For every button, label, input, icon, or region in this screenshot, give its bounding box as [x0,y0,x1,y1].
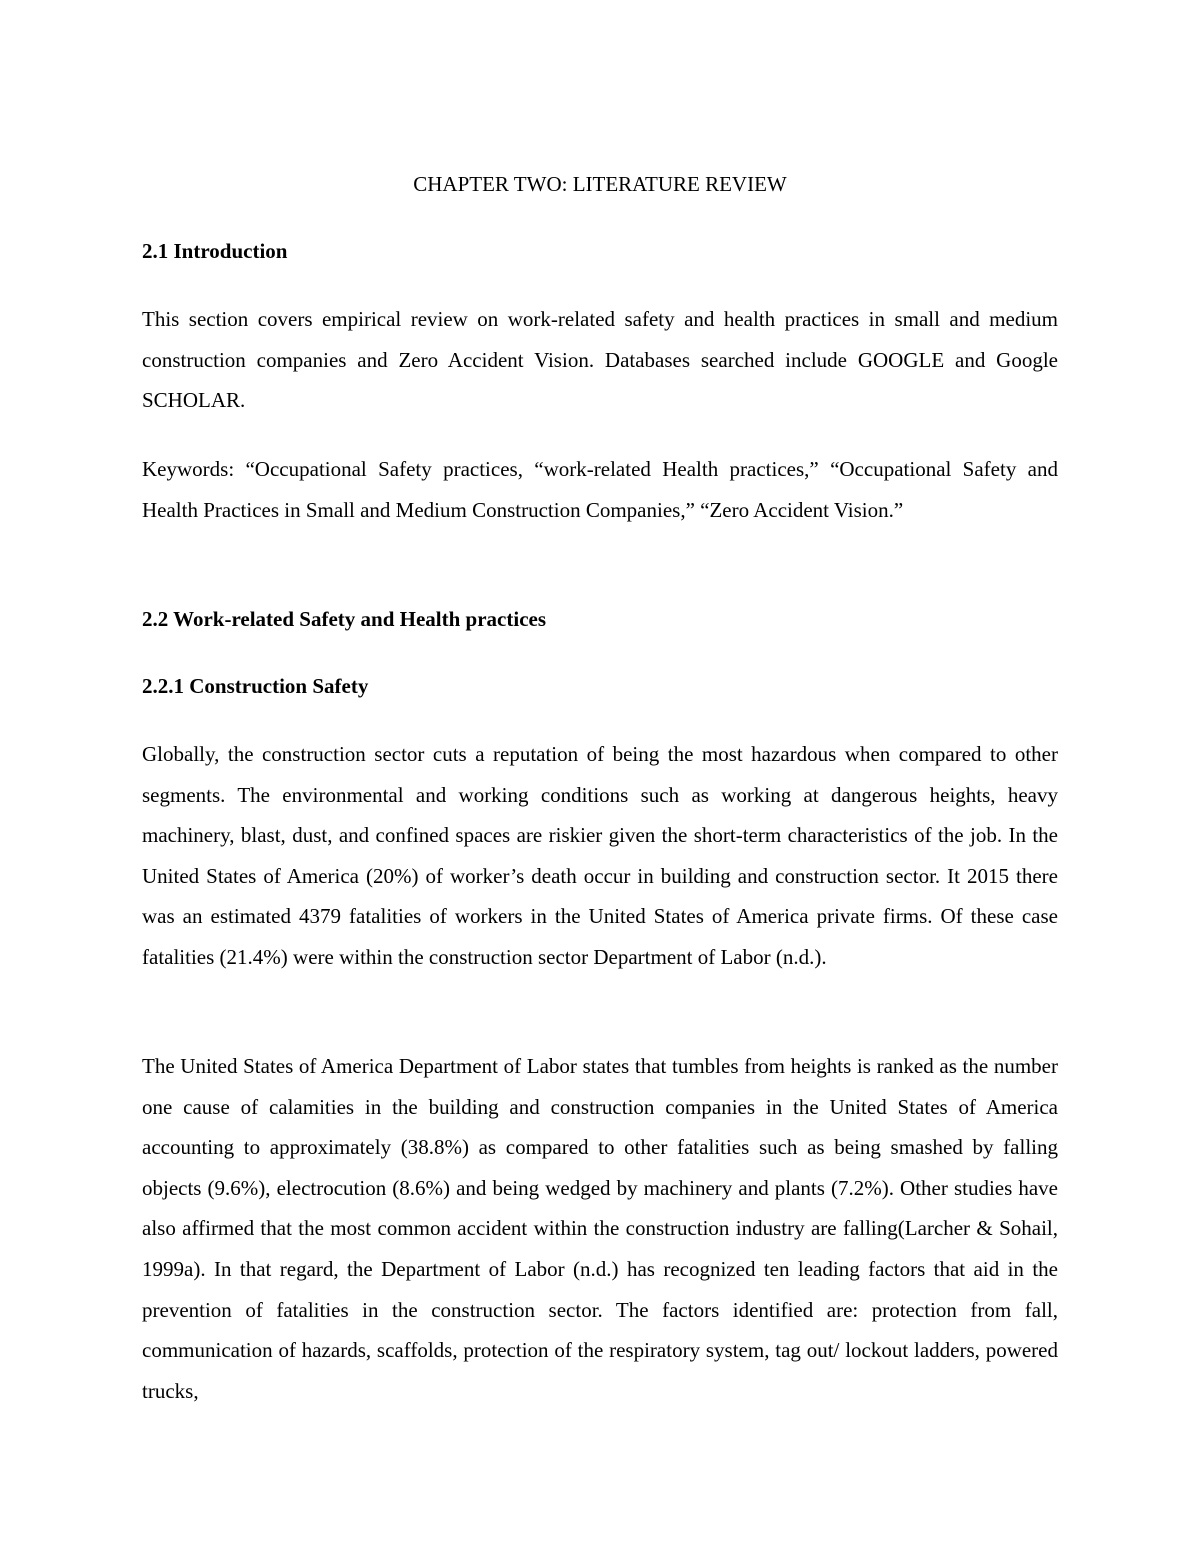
section-heading-introduction: 2.1 Introduction [142,239,288,263]
paragraph-construction-safety-2: The United States of America Department of Labor states that tumbles from heights is ranked as the number one cause of calamities in the building and construction companies in the United States of America accounting to approximately (38.8%) as compared to other fatalities such as being smashed by falling objects (9.6%), electrocution (8.6%) and being wedged by machinery and plants (7.2%). Other studies have also affirmed that the most common accident within the construction industry are falling(Larcher & Sohail, 1999a). In that regard, the Department of Labor (n.d.) has recognized ten leading factors that aid in the prevention of fatalities in the construction sector. The factors identified are: protection from fall, communication of hazards, scaffolds, protection of the respiratory system, tag out/ lockout ladders, powered trucks, [142,1054,1058,1403]
paragraph-introduction: This section covers empirical review on work-related safety and health practices in small and medium construction companies and Zero Accident Vision. Databases searched include GOOGLE and Google SCHOLAR. [142,307,1058,413]
paragraph-keywords: Keywords: “Occupational Safety practices, “work-related Health practices,” “Occupational Safety and Health Practices in Small and Medium Construction Companies,” “Zero Accident Vision.” [142,457,1058,522]
chapter-title: CHAPTER TWO: LITERATURE REVIEW [413,172,787,196]
paragraph-construction-safety-1: Globally, the construction sector cuts a reputation of being the most hazardous when compared to other segments. The environmental and working conditions such as working at dangerous heights, heavy machinery, blast, dust, and confined spaces are riskier given the short-term characteristics of the job. In the United States of America (20%) of worker’s death occur in building and construction sector. It 2015 there was an estimated 4379 fatalities of workers in the United States of America private firms. Of these case fatalities (21.4%) were within the construction sector Department of Labor (n.d.). [142,742,1058,969]
section-heading-work-related-safety: 2.2 Work-related Safety and Health practices [142,607,547,631]
document-page [142,0,1058,1553]
section-heading-construction-safety: 2.2.1 Construction Safety [142,674,369,698]
